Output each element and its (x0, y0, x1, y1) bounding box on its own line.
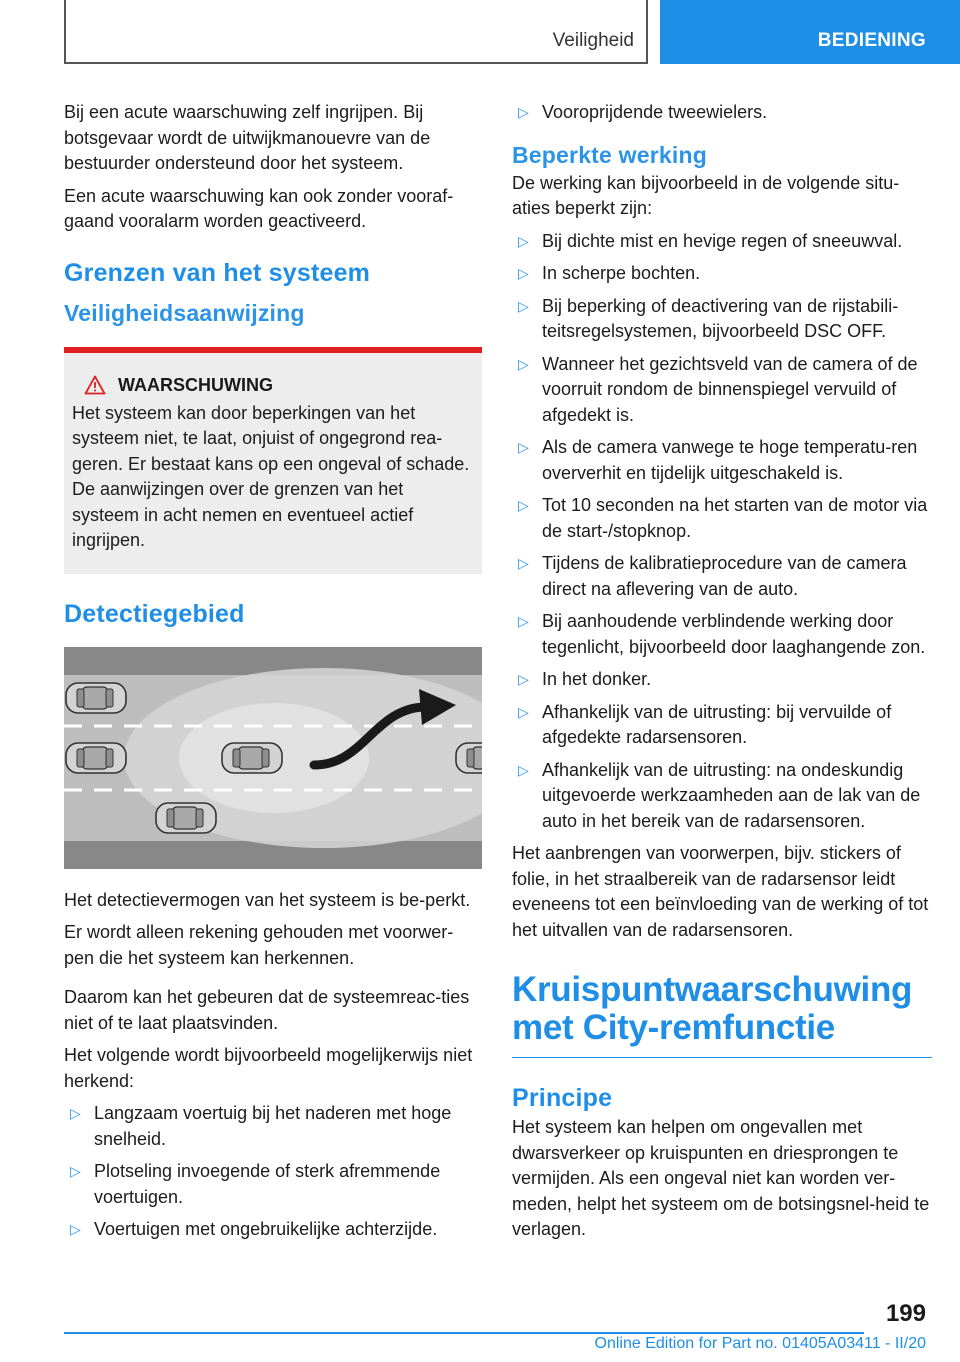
list-item: ▷ Tijdens de kalibratieprocedure van de camera direct na aflevering van de auto. (518, 553, 907, 599)
paragraph: Een acute waarschuwing kan ook zonder vooraf-gaand vooralarm worden geactiveerd. (64, 185, 454, 231)
paragraph: Het systeem kan helpen om ongevallen met dwarsverkeer op kruispunten en driesprongen te vermijden. Als een ongeval niet kan worden ver-meden, helpt het systeem om de botsingsnel-heid te verlagen. (512, 1117, 930, 1239)
list-item: ▷ In scherpe bochten. (512, 261, 932, 287)
paragraph: De werking kan bijvoorbeeld in de volgende situ-aties beperkt zijn: (512, 172, 900, 218)
paragraph: Het detectievermogen van het systeem is be-perkt. (64, 889, 471, 910)
paragraph: Bij een acute waarschuwing zelf ingrijpen. Bij botsgevaar wordt de uitwijkmanouevre van de bestuurder ondersteund door het systeem. (64, 102, 431, 173)
list-item: ▷ Tot 10 seconden na het starten van de motor via de start-/stopknop. (518, 495, 928, 541)
list-item: ▷ Voertuigen met ongebruikelijke achterzijde. (64, 1217, 482, 1243)
paragraph: Het volgende wordt bijvoorbeeld mogelijkerwijs niet herkend: (64, 1045, 473, 1091)
list-item: ▷ Bij aanhoudende verblindende werking door tegenlicht, bijvoorbeeld door laaghangende zon. (518, 611, 926, 657)
subheading-limited: Beperkte werking (512, 141, 707, 168)
subheading-principle: Principe (512, 1084, 613, 1112)
triangle-right-icon: ▷ (518, 671, 529, 687)
triangle-right-icon: ▷ (518, 104, 529, 120)
header-chapter-title: BEDIENING (817, 30, 926, 51)
bullet-list-unrecognized (64, 1101, 482, 1243)
list-item: ▷ Plotseling invoegende of sterk afremmende voertuigen. (70, 1161, 441, 1207)
triangle-right-icon: ▷ (518, 439, 529, 455)
list-item: ▷ Bij dichte mist en hevige regen of sneeuwval. (512, 229, 932, 255)
triangle-right-icon: ▷ (518, 497, 529, 513)
footer-divider (64, 1332, 864, 1334)
triangle-right-icon: ▷ (518, 232, 529, 249)
edition-text: Online Edition for Part no. 01405A03411 - II/20 (594, 1335, 926, 1352)
list-item: ▷ Afhankelijk van de uitrusting: na ondeskundig uitgevoerde werkzaamheden aan de lak van de auto in het bereik van de radarsensoren. (518, 759, 921, 831)
list-item: ▷ In het donker. (512, 667, 932, 693)
header-section-box (64, 0, 648, 64)
paragraph: Daarom kan het gebeuren dat de systeemreac-ties niet of te laat plaatsvinden. (64, 987, 470, 1033)
list-item: ▷ Vooroprijdende tweewielers. (512, 100, 932, 126)
list-item: ▷ Als de camera vanwege te hoge temperatu-ren oververhit en tijdelijk uitgeschakeld is. (518, 437, 918, 483)
subheading-safety: Veiligheidsaanwijzing (64, 299, 305, 326)
triangle-right-icon: ▷ (518, 761, 529, 778)
car-left-middle (66, 743, 126, 773)
warning-text: Het systeem kan door beperkingen van het systeem niet, te laat, onjuist of ongegrond rea-geren. Er bestaat kans op een ongeval of schade. De aanwijzingen over de grenzen van het systeem in acht nemen en eventueel actief ingrijpen. (72, 402, 470, 550)
chapter-heading: Kruispuntwaarschuwing met City-remfunctie (512, 971, 932, 1058)
section-heading-limits: Grenzen van het systeem (64, 258, 371, 287)
list-item: ▷ Langzaam voertuig bij het naderen met hoge snelheid. (70, 1103, 452, 1149)
bullet-list-limited (512, 229, 932, 835)
detection-area-illustration (64, 647, 482, 869)
header-chapter-tab (660, 0, 960, 64)
car-left-top (66, 683, 126, 713)
warning-title (72, 375, 472, 396)
warning-title-text: WAARSCHUWING (118, 374, 273, 395)
triangle-right-icon: ▷ (518, 265, 529, 281)
bullet-list-continued (512, 100, 932, 126)
triangle-right-icon: ▷ (518, 297, 529, 314)
triangle-right-icon: ▷ (518, 703, 529, 720)
list-item: ▷ Wanneer het gezichtsveld van de camera of de voorruit rondom de binnenspiegel vervuild of afgedekt is. (518, 353, 918, 425)
right-column (512, 100, 932, 1250)
car-ego (222, 743, 282, 773)
list-item: ▷ Bij beperking of deactivering van de rijstabili-teitsregelsystemen, bijvoorbeeld DSC OFF. (518, 295, 899, 341)
triangle-right-icon: ▷ (70, 1105, 81, 1121)
car-right-middle (456, 743, 482, 773)
warning-box (64, 347, 482, 574)
list-item: ▷ Afhankelijk van de uitrusting: bij vervuilde of afgedekte radarsensoren. (518, 701, 892, 747)
triangle-right-icon: ▷ (518, 355, 529, 372)
triangle-right-icon: ▷ (70, 1163, 81, 1179)
triangle-right-icon: ▷ (518, 613, 529, 629)
triangle-right-icon: ▷ (518, 555, 529, 571)
triangle-right-icon: ▷ (70, 1221, 81, 1237)
left-column (64, 100, 482, 1250)
header-section-title: Veiligheid (552, 30, 634, 51)
warning-triangle-icon (84, 375, 106, 395)
car-bottom (156, 803, 216, 833)
paragraph: Het aanbrengen van voorwerpen, bijv. stickers of folie, in het straalbereik van de radarsensor leidt eveneens tot een beïnvloeding van de werking of tot het uitvallen van de radarsensoren. (512, 843, 929, 940)
page-number: 199 (885, 1300, 926, 1327)
paragraph: Er wordt alleen rekening gehouden met voorwer-pen die het systeem kan herkennen. (64, 922, 454, 968)
subheading-detection: Detectiegebied (64, 599, 245, 628)
